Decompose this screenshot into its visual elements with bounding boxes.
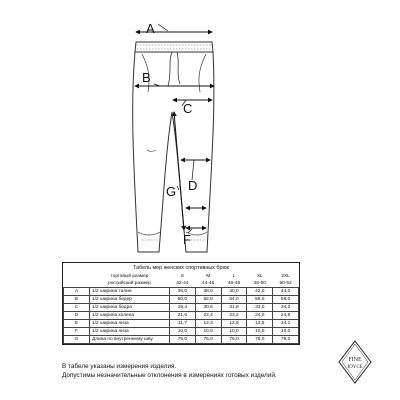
measurement-cell: 31,8 <box>221 304 247 312</box>
measurement-cell: 30,6 <box>195 304 221 312</box>
label-a: A <box>146 21 155 36</box>
measurement-cell: 22,4 <box>195 312 221 320</box>
measurement-cell: 36,0 <box>170 288 196 296</box>
table-row <box>64 304 299 312</box>
header-size-cell: S <box>180 274 184 279</box>
row-description: 1/2 ширина бедер <box>90 296 170 304</box>
measurement-cell: 21,6 <box>170 312 196 320</box>
measurement-cell: 56,0 <box>247 296 273 304</box>
header-size-cell: 42-44 <box>176 281 189 286</box>
measurement-cell: 76,0 <box>247 336 273 344</box>
size-header-row <box>64 273 299 280</box>
header-size-cell: XL <box>256 274 263 279</box>
measurement-cell: 11,7 <box>170 320 196 328</box>
header-row-label: торговый размер <box>110 274 149 279</box>
size-header-row <box>64 280 299 288</box>
footnotes <box>62 362 362 380</box>
header-size-cell: 50-52 <box>279 281 292 286</box>
footnote-1: В табеле указаны измерения изделия. <box>62 363 177 370</box>
row-description: 1/2 ширина низа <box>90 328 170 336</box>
size-table <box>62 262 300 345</box>
row-description: 1/2 ширина низа <box>90 320 170 328</box>
measurement-cell: 54,0 <box>221 296 247 304</box>
measurement-cell: 76,0 <box>221 336 247 344</box>
label-b: B <box>142 70 151 85</box>
size-header-rows <box>64 273 299 288</box>
measure-line-g <box>174 112 184 230</box>
measurement-rows <box>64 288 299 344</box>
table-title: Табель мер женских спортивных брюк <box>133 265 229 271</box>
row-code: D <box>64 312 90 320</box>
logo-text-line2: JOYCE <box>347 365 363 370</box>
row-code: B <box>64 296 90 304</box>
measurement-cell: 24,8 <box>273 312 299 320</box>
measurement-cell: 58,0 <box>273 296 299 304</box>
header-size-cell: 44-46 <box>202 281 215 286</box>
row-description: 1/2 ширина колена <box>90 312 170 320</box>
table-row <box>64 336 299 344</box>
header-size-cell: 46-48 <box>227 281 241 286</box>
measurement-cell: 23,2 <box>221 312 247 320</box>
measurement-cell: 50,0 <box>170 296 196 304</box>
row-description: Длина по внутреннему шву <box>90 336 170 344</box>
row-code: E <box>64 320 90 328</box>
measurement-cell: 10,0 <box>170 328 196 336</box>
measurement-cell: 10,0 <box>195 328 221 336</box>
size-chart-table <box>63 273 299 344</box>
header-spacer <box>64 280 90 288</box>
header-size-cell: 2XL <box>281 274 290 279</box>
row-code: G <box>64 336 90 344</box>
measurement-cell: 76,0 <box>195 336 221 344</box>
header-row-label: российский размер <box>108 281 151 286</box>
footnote-2: Допустимы незначительные отклонения в измерениях готовых изделий. <box>62 372 277 379</box>
table-row <box>64 296 299 304</box>
logo-text-line1: FINE <box>348 357 362 363</box>
measurement-cell: 33,0 <box>247 304 273 312</box>
label-g: G <box>166 184 177 199</box>
measurement-cell: 52,0 <box>195 296 221 304</box>
measurement-cell: 13,5 <box>247 320 273 328</box>
measurement-cell: 10,0 <box>247 328 273 336</box>
header-size-cell: 48-50 <box>253 281 266 286</box>
header-size-cell: M <box>206 274 211 279</box>
measurement-cell: 10,0 <box>221 328 247 336</box>
table-row <box>64 320 299 328</box>
table-row <box>64 312 299 320</box>
measurement-cell: 29,4 <box>170 304 196 312</box>
label-d: D <box>188 178 198 193</box>
row-description: 1/2 ширина талии <box>90 288 170 296</box>
measurement-cell: 10,0 <box>273 328 299 336</box>
table-row <box>64 328 299 336</box>
row-code: C <box>64 304 90 312</box>
table-row <box>64 288 299 296</box>
measurement-cell: 38,0 <box>195 288 221 296</box>
row-code: F <box>64 328 90 336</box>
row-description: 1/2 ширина бедра <box>90 304 170 312</box>
measurement-cell: 42,0 <box>247 288 273 296</box>
measurement-cell: 34,2 <box>273 304 299 312</box>
measurement-cell: 40,0 <box>221 288 247 296</box>
header-spacer <box>64 273 90 280</box>
measurement-cell: 12,9 <box>221 320 247 328</box>
header-size-cell: L <box>232 274 236 279</box>
fine-joyce-logo <box>338 340 372 384</box>
measurement-cell: 76,0 <box>273 336 299 344</box>
measurement-cell: 76,0 <box>170 336 196 344</box>
row-code: A <box>64 288 90 296</box>
label-c: C <box>183 101 193 116</box>
measurement-cell: 14,1 <box>273 320 299 328</box>
measurement-cell: 24,0 <box>247 312 273 320</box>
measurement-cell: 12,3 <box>195 320 221 328</box>
label-f: F <box>183 232 191 247</box>
measurement-cell: 44,0 <box>273 288 299 296</box>
